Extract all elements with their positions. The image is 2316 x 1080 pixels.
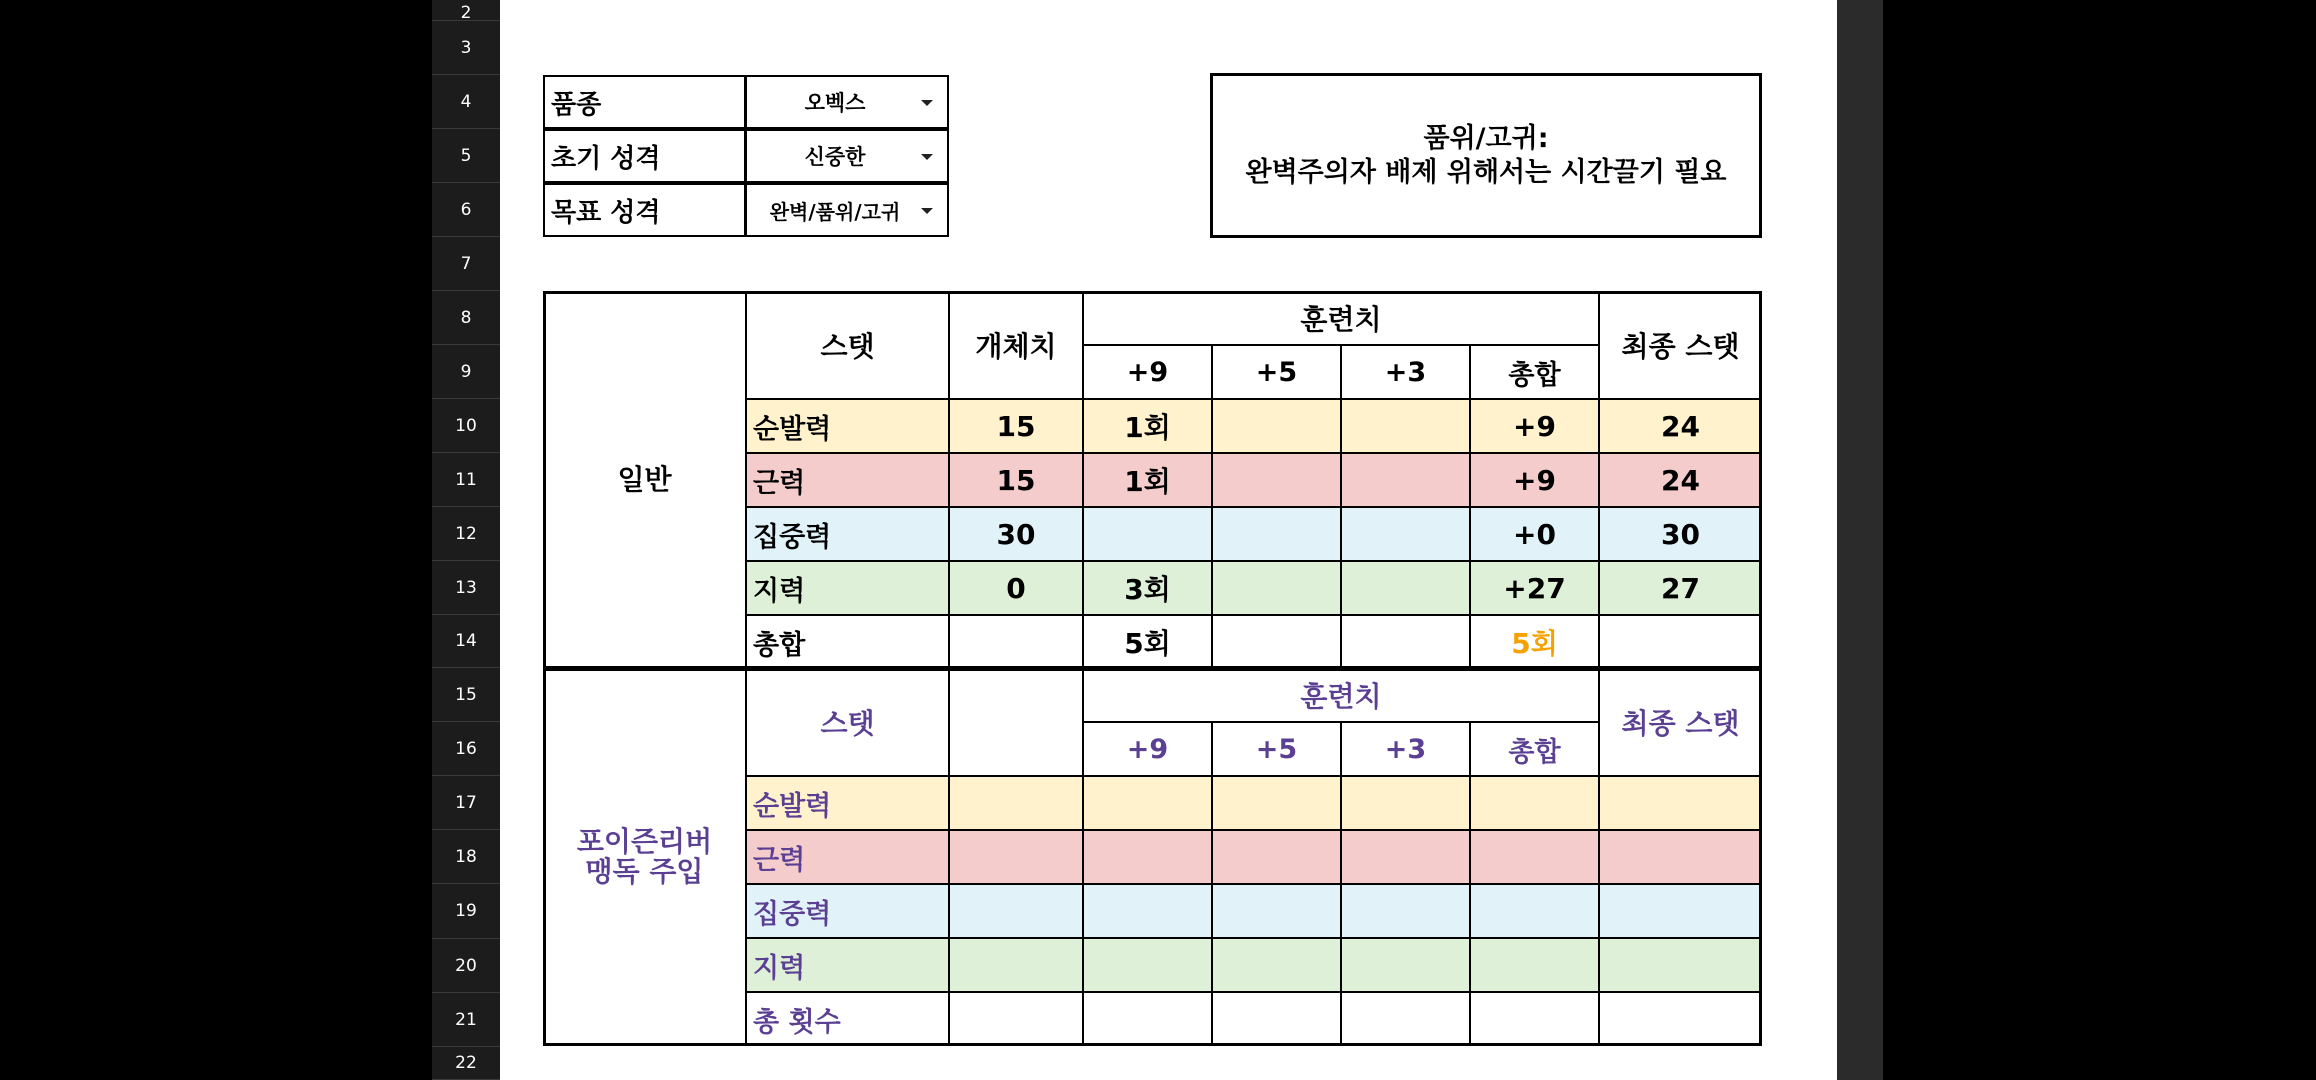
group-label-line: 맹독 주입 <box>585 855 704 888</box>
row-number[interactable]: 8 <box>432 291 500 345</box>
value-cell[interactable]: 30 <box>949 507 1083 561</box>
row-number[interactable]: 18 <box>432 830 500 884</box>
training-header[interactable]: 훈련치 <box>1083 668 1599 722</box>
value-cell[interactable] <box>1212 830 1341 884</box>
row-number[interactable]: 21 <box>432 993 500 1047</box>
stat-header[interactable]: 스탯 <box>746 291 949 399</box>
value-cell[interactable] <box>1083 830 1212 884</box>
value-cell[interactable] <box>949 830 1083 884</box>
target-personality-dropdown[interactable] <box>745 183 949 237</box>
value-cell[interactable] <box>949 938 1083 992</box>
value-cell[interactable]: 5회 <box>1083 615 1212 669</box>
stat-name-cell[interactable]: 지력 <box>746 561 949 615</box>
row-number[interactable]: 5 <box>432 129 500 183</box>
initial-personality-dropdown[interactable] <box>745 129 949 183</box>
value-cell[interactable] <box>1599 830 1762 884</box>
value-cell[interactable]: 27 <box>1599 561 1762 615</box>
training-subheader[interactable]: +9 <box>1083 345 1212 399</box>
value-cell[interactable]: 24 <box>1599 453 1762 507</box>
value-cell[interactable]: 5회 <box>1470 615 1599 669</box>
base-header[interactable] <box>949 668 1083 776</box>
training-header[interactable]: 훈련치 <box>1083 291 1599 345</box>
value-cell[interactable] <box>1083 507 1212 561</box>
value-cell[interactable] <box>1341 830 1470 884</box>
note-text: 완벽주의자 배제 위해서는 시간끌기 필요 <box>1245 156 1727 188</box>
value-cell[interactable] <box>1341 992 1470 1046</box>
row-number[interactable]: 3 <box>432 21 500 76</box>
row-number[interactable]: 22 <box>432 1047 500 1080</box>
breed-value: 오벡스 <box>804 91 866 115</box>
note-box <box>1210 73 1762 238</box>
training-subheader[interactable]: +3 <box>1341 345 1470 399</box>
row-number[interactable]: 11 <box>432 453 500 507</box>
value-cell[interactable]: 0 <box>949 561 1083 615</box>
value-cell[interactable] <box>1470 992 1599 1046</box>
value-cell[interactable]: +27 <box>1470 561 1599 615</box>
note-text: 품위/고귀: <box>1423 122 1549 154</box>
value-cell[interactable] <box>1470 830 1599 884</box>
stat-header[interactable]: 스탯 <box>746 668 949 776</box>
value-cell[interactable] <box>1212 453 1341 507</box>
stat-name-cell[interactable]: 지력 <box>746 938 949 992</box>
final-stat-header[interactable]: 최종 스탯 <box>1599 668 1762 776</box>
value-cell[interactable] <box>1470 884 1599 938</box>
value-cell[interactable] <box>1599 776 1762 830</box>
row-number[interactable]: 7 <box>432 237 500 291</box>
group-label[interactable] <box>543 668 746 1046</box>
stat-name-cell[interactable]: 집중력 <box>746 507 949 561</box>
value-cell[interactable] <box>1341 615 1470 669</box>
row-number[interactable]: 16 <box>432 722 500 776</box>
value-cell[interactable] <box>1212 992 1341 1046</box>
breed-label[interactable]: 품종 <box>543 75 746 129</box>
breed-dropdown[interactable] <box>745 75 949 129</box>
dropdown-arrow-icon[interactable] <box>921 154 933 160</box>
training-subheader[interactable]: +9 <box>1083 722 1212 776</box>
value-cell[interactable]: 15 <box>949 399 1083 453</box>
value-cell[interactable] <box>1599 992 1762 1046</box>
dropdown-arrow-icon[interactable] <box>921 208 933 214</box>
group-label[interactable]: 일반 <box>543 291 746 669</box>
value-cell[interactable] <box>1341 776 1470 830</box>
row-number[interactable]: 9 <box>432 345 500 399</box>
stat-name-cell[interactable]: 총 횟수 <box>746 992 949 1046</box>
row-header <box>432 0 501 1080</box>
stat-name-cell[interactable]: 근력 <box>746 453 949 507</box>
value-cell[interactable] <box>1212 615 1341 669</box>
target-personality-label[interactable]: 목표 성격 <box>543 183 746 237</box>
value-cell[interactable] <box>1083 884 1212 938</box>
value-cell[interactable]: 30 <box>1599 507 1762 561</box>
row-number[interactable]: 4 <box>432 75 500 129</box>
training-subheader[interactable]: +3 <box>1341 722 1470 776</box>
training-subheader[interactable]: 총합 <box>1470 722 1599 776</box>
initial-personality-value: 신중한 <box>804 145 866 169</box>
value-cell[interactable]: 1회 <box>1083 453 1212 507</box>
value-cell[interactable]: +0 <box>1470 507 1599 561</box>
row-number[interactable]: 14 <box>432 615 500 668</box>
row-number[interactable]: 12 <box>432 507 500 561</box>
stat-name-cell[interactable]: 순발력 <box>746 776 949 830</box>
value-cell[interactable] <box>1083 938 1212 992</box>
value-cell[interactable] <box>1212 399 1341 453</box>
stat-name-cell[interactable]: 순발력 <box>746 399 949 453</box>
row-number[interactable]: 19 <box>432 884 500 939</box>
value-cell[interactable]: 3회 <box>1083 561 1212 615</box>
value-cell[interactable] <box>949 776 1083 830</box>
value-cell[interactable] <box>1341 938 1470 992</box>
training-subheader[interactable]: +5 <box>1212 345 1341 399</box>
value-cell[interactable] <box>1599 615 1762 669</box>
row-number[interactable]: 17 <box>432 776 500 830</box>
stat-name-cell[interactable]: 총합 <box>746 615 949 669</box>
spreadsheet-sheet <box>500 0 1837 1080</box>
value-cell[interactable] <box>949 884 1083 938</box>
row-number[interactable]: 10 <box>432 399 500 453</box>
value-cell[interactable]: 15 <box>949 453 1083 507</box>
value-cell[interactable] <box>1341 507 1470 561</box>
stat-name-cell[interactable]: 근력 <box>746 830 949 884</box>
value-cell[interactable] <box>1212 776 1341 830</box>
group-label-line: 포이즌리버 <box>576 825 713 858</box>
row-number[interactable]: 6 <box>432 183 500 237</box>
final-stat-header[interactable]: 최종 스탯 <box>1599 291 1762 399</box>
training-subheader[interactable]: 총합 <box>1470 345 1599 399</box>
base-header[interactable]: 개체치 <box>949 291 1083 399</box>
value-cell[interactable] <box>949 615 1083 669</box>
value-cell[interactable] <box>1341 561 1470 615</box>
target-personality-value: 완벽/품위/고귀 <box>769 199 901 224</box>
value-cell[interactable]: 24 <box>1599 399 1762 453</box>
row-number[interactable]: 15 <box>432 668 500 722</box>
value-cell[interactable] <box>1341 453 1470 507</box>
training-subheader[interactable]: +5 <box>1212 722 1341 776</box>
value-cell[interactable] <box>1341 399 1470 453</box>
dropdown-arrow-icon[interactable] <box>921 100 933 106</box>
value-cell[interactable] <box>1470 938 1599 992</box>
value-cell[interactable] <box>1212 884 1341 938</box>
value-cell[interactable] <box>1599 884 1762 938</box>
vertical-scrollbar[interactable] <box>1837 0 1883 1080</box>
value-cell[interactable] <box>1212 507 1341 561</box>
row-number[interactable]: 2 <box>432 0 500 21</box>
stat-name-cell[interactable]: 집중력 <box>746 884 949 938</box>
value-cell[interactable] <box>949 992 1083 1046</box>
value-cell[interactable]: 1회 <box>1083 399 1212 453</box>
row-number[interactable]: 13 <box>432 561 500 615</box>
value-cell[interactable] <box>1599 938 1762 992</box>
value-cell[interactable] <box>1341 884 1470 938</box>
initial-personality-label[interactable]: 초기 성격 <box>543 129 746 183</box>
value-cell[interactable] <box>1083 992 1212 1046</box>
value-cell[interactable]: +9 <box>1470 399 1599 453</box>
value-cell[interactable] <box>1083 776 1212 830</box>
value-cell[interactable] <box>1212 938 1341 992</box>
value-cell[interactable]: +9 <box>1470 453 1599 507</box>
row-number[interactable]: 20 <box>432 939 500 993</box>
value-cell[interactable] <box>1212 561 1341 615</box>
value-cell[interactable] <box>1470 776 1599 830</box>
